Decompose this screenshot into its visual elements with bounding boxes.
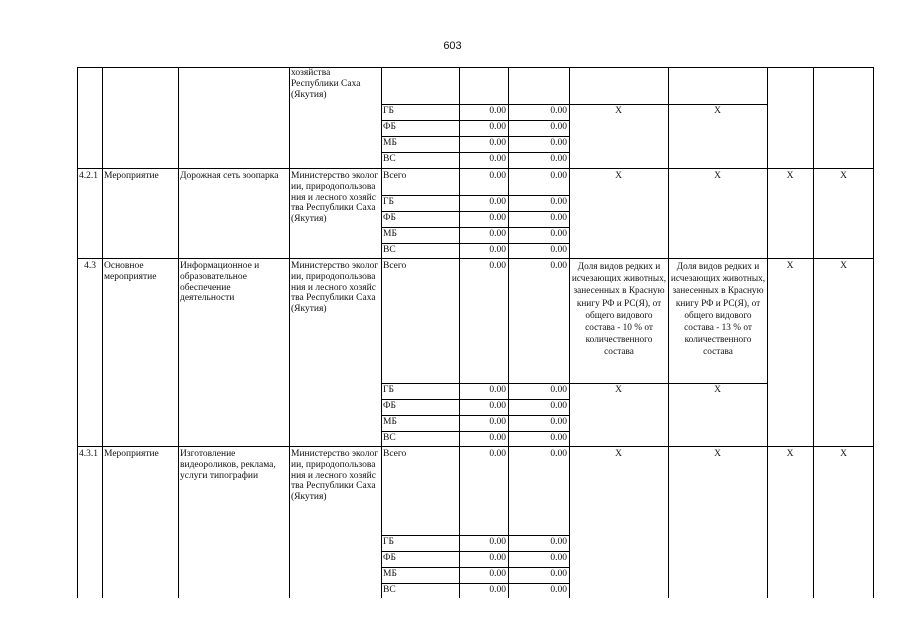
amount-cell: 0.00 [489, 553, 506, 563]
row-name: Информационное и образовательное обеспечение деятельности [180, 261, 260, 304]
col-divider [508, 67, 509, 598]
col-divider [178, 67, 179, 598]
amount-cell: 0.00 [489, 385, 506, 395]
amount-cell: 0.00 [550, 569, 567, 579]
indicator-cell: Доля видов редких и исчезающих животных, занесенных в Красную книгу РФ и РС(Я), от общего видового состава - 13 % от количественного состава [670, 262, 766, 358]
row-divider [381, 211, 569, 212]
amount-cell: 0.00 [550, 229, 567, 239]
amount-cell: 0.00 [550, 261, 567, 271]
source-label: МБ [383, 569, 397, 579]
col-divider [767, 67, 768, 598]
source-label: МБ [383, 417, 397, 427]
amount-cell: 0.00 [489, 401, 506, 411]
source-label: МБ [383, 229, 397, 239]
col-divider [813, 67, 814, 598]
row-code: 4.3 [84, 261, 96, 271]
row-divider [381, 227, 569, 228]
source-label: ВС [383, 154, 396, 164]
source-label: ФБ [383, 401, 396, 411]
row-divider [381, 567, 569, 568]
amount-cell: 0.00 [489, 417, 506, 427]
amount-cell: 0.00 [550, 537, 567, 547]
row-divider [381, 431, 569, 432]
col-divider [459, 67, 460, 598]
mark-cell: Х [840, 261, 847, 271]
indicator-cell: Х [714, 171, 721, 181]
amount-cell: 0.00 [550, 213, 567, 223]
mark-cell: Х [786, 449, 794, 459]
source-label: Всего [383, 261, 407, 271]
indicator-cell: Х [615, 385, 622, 395]
row-divider [381, 104, 767, 105]
row-divider [381, 136, 569, 137]
row-type: Мероприятие [104, 171, 159, 181]
amount-cell: 0.00 [550, 138, 567, 148]
row-divider [77, 446, 874, 447]
indicator-cell: Х [615, 106, 622, 116]
row-divider [381, 152, 569, 153]
amount-cell: 0.00 [489, 433, 506, 443]
indicator-cell: Х [615, 449, 622, 459]
indicator-cell: Х [714, 106, 721, 116]
indicator-cell: Доля видов редких и исчезающих животных, занесенных в Красную книгу РФ и РС(Я), от общего видового состава - 10 % от количественного состава [571, 262, 667, 358]
row-divider [77, 258, 874, 259]
amount-cell: 0.00 [489, 154, 506, 164]
row-divider [381, 415, 569, 416]
amount-cell: 0.00 [489, 213, 506, 223]
row-divider [381, 383, 767, 384]
source-label: ГБ [383, 197, 394, 207]
amount-cell: 0.00 [489, 569, 506, 579]
org-cell: хозяйства Республики Саха (Якутия) [291, 68, 361, 100]
row-divider [381, 535, 569, 536]
amount-cell: 0.00 [489, 245, 506, 255]
amount-cell: 0.00 [489, 229, 506, 239]
indicator-cell: Х [714, 385, 721, 395]
amount-cell: 0.00 [489, 122, 506, 132]
source-label: ФБ [383, 213, 396, 223]
row-code: 4.3.1 [79, 449, 98, 459]
row-divider [77, 168, 874, 169]
row-code: 4.2.1 [79, 171, 98, 181]
amount-cell: 0.00 [489, 171, 506, 181]
amount-cell: 0.00 [489, 197, 506, 207]
amount-cell: 0.00 [550, 553, 567, 563]
indicator-cell: Х [714, 449, 721, 459]
amount-cell: 0.00 [489, 138, 506, 148]
amount-cell: 0.00 [489, 106, 506, 116]
amount-cell: 0.00 [489, 537, 506, 547]
source-label: ГБ [383, 385, 394, 395]
row-divider [381, 399, 569, 400]
amount-cell: 0.00 [550, 417, 567, 427]
amount-cell: 0.00 [550, 449, 567, 459]
amount-cell: 0.00 [550, 122, 567, 132]
amount-cell: 0.00 [550, 197, 567, 207]
row-type: Мероприятие [104, 449, 159, 459]
amount-cell: 0.00 [489, 449, 506, 459]
source-label: ВС [383, 245, 396, 255]
amount-cell: 0.00 [550, 154, 567, 164]
source-label: ГБ [383, 106, 394, 116]
page-number: 603 [443, 40, 462, 52]
mark-cell: Х [786, 261, 794, 271]
amount-cell: 0.00 [550, 171, 567, 181]
col-divider [381, 67, 382, 598]
amount-cell: 0.00 [489, 585, 506, 595]
row-divider [381, 195, 569, 196]
amount-cell: 0.00 [550, 106, 567, 116]
row-name: Дорожная сеть зоопарка [180, 171, 279, 181]
source-label: Всего [383, 171, 407, 181]
source-label: ГБ [383, 537, 394, 547]
amount-cell: 0.00 [489, 261, 506, 271]
source-label: ВС [383, 433, 396, 443]
row-type: Основное мероприятие [104, 261, 157, 282]
indicator-cell: Х [615, 171, 622, 181]
mark-cell: Х [840, 449, 847, 459]
row-divider [381, 551, 569, 552]
row-divider [381, 120, 569, 121]
amount-cell: 0.00 [550, 385, 567, 395]
amount-cell: 0.00 [550, 433, 567, 443]
row-divider [381, 583, 569, 584]
row-divider [381, 243, 569, 244]
source-label: МБ [383, 138, 397, 148]
col-divider [289, 67, 290, 598]
org-cell: Министерство экологии, природопользования и лесного хозяйства Республики Саха (Якутия) [291, 261, 379, 315]
source-label: Всего [383, 449, 407, 459]
amount-cell: 0.00 [550, 585, 567, 595]
amount-cell: 0.00 [550, 245, 567, 255]
amount-cell: 0.00 [550, 401, 567, 411]
org-cell: Министерство экологии, природопользования и лесного хозяйства Республики Саха (Якутия) [291, 449, 379, 503]
col-divider [102, 67, 103, 598]
row-name: Изготовление видеороликов, реклама, услуги типографии [180, 449, 276, 481]
source-label: ФБ [383, 122, 396, 132]
org-cell: Министерство экологии, природопользования и лесного хозяйства Республики Саха (Якутия) [291, 171, 379, 225]
source-label: ВС [383, 585, 396, 595]
source-label: ФБ [383, 553, 396, 563]
mark-cell: Х [840, 171, 847, 181]
mark-cell: Х [786, 171, 794, 181]
